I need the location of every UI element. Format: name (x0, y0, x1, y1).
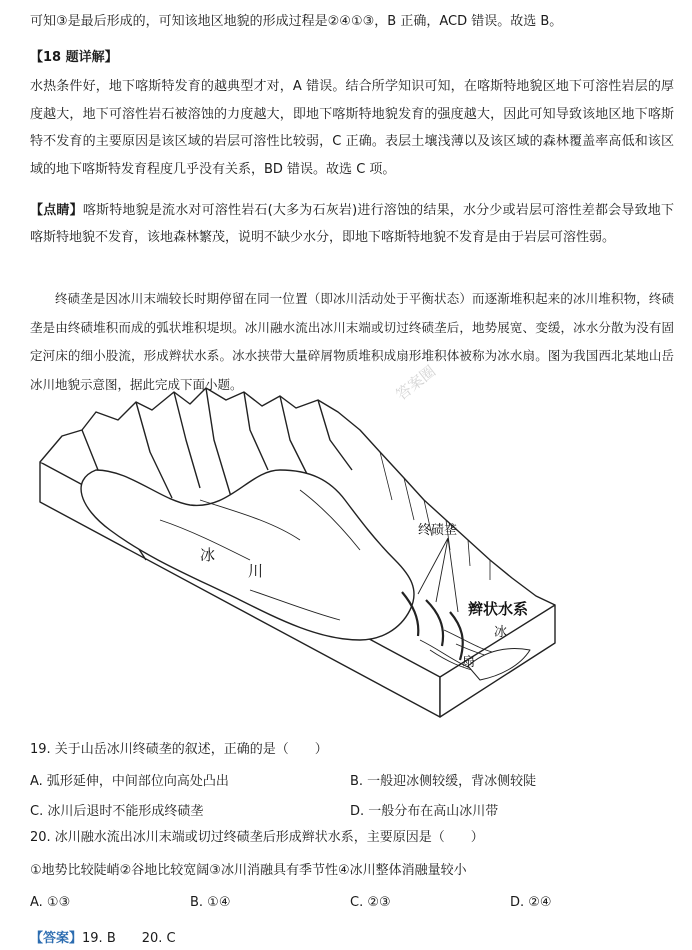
q18-explanation: 水热条件好，地下喀斯特发育的越典型才对，A 错误。结合所学知识可知，在喀斯特地貌区地下可溶性岩层的厚度越大，地下可溶性岩石被溶蚀的力度越大，即地下喀斯特地貌发育的强度越大，因此可知导致该地区地下喀斯特不发育的主要原因是该区域的岩层可溶性比较弱，C 正确。表层土壤浅薄以及该区域的森林覆盖率高低和该区域的地下喀斯特发育程度几乎没有关系，BD 错误。故选 C 项。 (30, 79, 674, 177)
outwash-label-fan: 扇 (462, 655, 476, 670)
glacier-label-2: 川 (248, 562, 264, 580)
moraine-arc-2 (426, 600, 443, 646)
watermark: 答案圈 (392, 361, 440, 404)
previous-answer-line: 可知③是最后形成的，可知该地区地貌的形成过程是②④①③，B 正确，ACD 错误。故选 B。 (30, 14, 563, 29)
q20-option-c: C. ②③ (350, 895, 391, 910)
q20-option-d: D. ②④ (510, 895, 552, 910)
moraine-label: 终碛垄 (418, 523, 458, 538)
answer-values: 19. B 20. C (82, 931, 176, 946)
q20-option-b: B. ①④ (190, 895, 231, 910)
glacier-label-1: 冰 (200, 546, 216, 564)
answer-line (30, 927, 176, 946)
q19-option-d: D. 一般分布在高山冰川带 (350, 804, 499, 819)
q19-option-c: C. 冰川后退时不能形成终碛垄 (30, 804, 204, 819)
q19-stem: 19. 关于山岳冰川终碛垄的叙述，正确的是（ ） (30, 742, 328, 757)
outwash-label-ice: 冰 (494, 625, 508, 640)
q19-option-a: A. 弧形延伸，中间部位向高处凸出 (30, 774, 229, 789)
dianjing-label: 【点睛】 (30, 203, 83, 218)
q20-items: ①地势比较陡峭②谷地比较宽阔③冰川消融具有季节性④冰川整体消融量较小 (30, 863, 467, 878)
dianjing-body: 喀斯特地貌是流水对可溶性岩石(大多为石灰岩)进行溶蚀的结果，水分少或岩层可溶性差都会导致地下喀斯特地貌不发育，该地森林繁茂，说明不缺少水分，即地下喀斯特地貌不发育是由于岩层可溶性弱。 (30, 203, 674, 245)
braided-system-label: 辫状水系 (468, 600, 529, 618)
q20-stem: 20. 冰川融水流出冰川末端或切过终碛垄后形成辫状水系，主要原因是（ ） (30, 830, 484, 845)
answer-label: 【答案】 (30, 931, 83, 946)
q18-header: 【18 题详解】 (30, 50, 118, 65)
q19-option-b: B. 一般迎冰侧较缓，背冰侧较陡 (350, 774, 537, 789)
q20-option-a: A. ①③ (30, 895, 71, 910)
glacier-intro: 终碛垄是因冰川末端较长时期停留在同一位置（即冰川活动处于平衡状态）而逐渐堆积起来的冰川堆积物，终碛垄是由终碛堆积而成的弧状堆积堤坝。冰川融水流出冰川末端或切过终碛垄后，地势展宽、变缓，冰水分散为没有固定河床的细小股流，形成辫状水系。冰水挟带大量碎屑物质堆积成扇形堆积体被称为冰水扇。图为我国西北某地山岳冰川地貌示意图，据此完成下面小题。 (30, 291, 674, 392)
